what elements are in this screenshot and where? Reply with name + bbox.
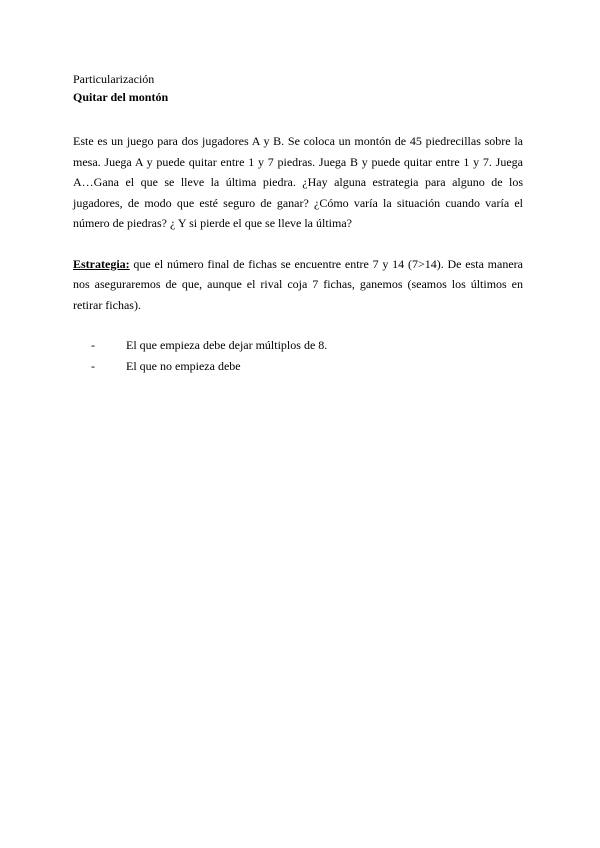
list-item-text: El que no empieza debe xyxy=(126,359,241,373)
dash-bullet-icon: - xyxy=(91,359,95,373)
intro-paragraph: Este es un juego para dos jugadores A y B. Se coloca un montón de 45 piedrecillas sobre la mesa. Juega A y puede quitar entre 1 y 7 piedras. Juega B y puede quitar entre 1 y 7. Juega A…Gana el que se lleve la última piedra. ¿Hay alguna estrategia para alguno de los jugadores, de modo que esté seguro de ganar? ¿Cómo varía la situación cuando varía el número de piedras? ¿ Y si pierde el que se lleve la última? xyxy=(73,134,523,230)
document-subtitle: Particularización xyxy=(73,72,155,86)
bullet-list xyxy=(73,335,523,377)
strategy-paragraph xyxy=(73,254,523,316)
list-item xyxy=(91,335,523,356)
strategy-text: que el número final de fichas se encuentre entre 7 y 14 (7>14). De esta manera nos aseguraremos de que, aunque el rival coja 7 fichas, ganemos (seamos los últimos en retirar fichas). xyxy=(73,256,523,312)
dash-bullet-icon: - xyxy=(91,338,95,352)
list-item-text: El que empieza debe dejar múltiplos de 8. xyxy=(126,338,328,352)
list-item xyxy=(91,356,523,377)
document-title: Quitar del montón xyxy=(73,90,169,104)
document-content xyxy=(73,70,523,377)
strategy-label: Estrategia: xyxy=(73,256,130,271)
